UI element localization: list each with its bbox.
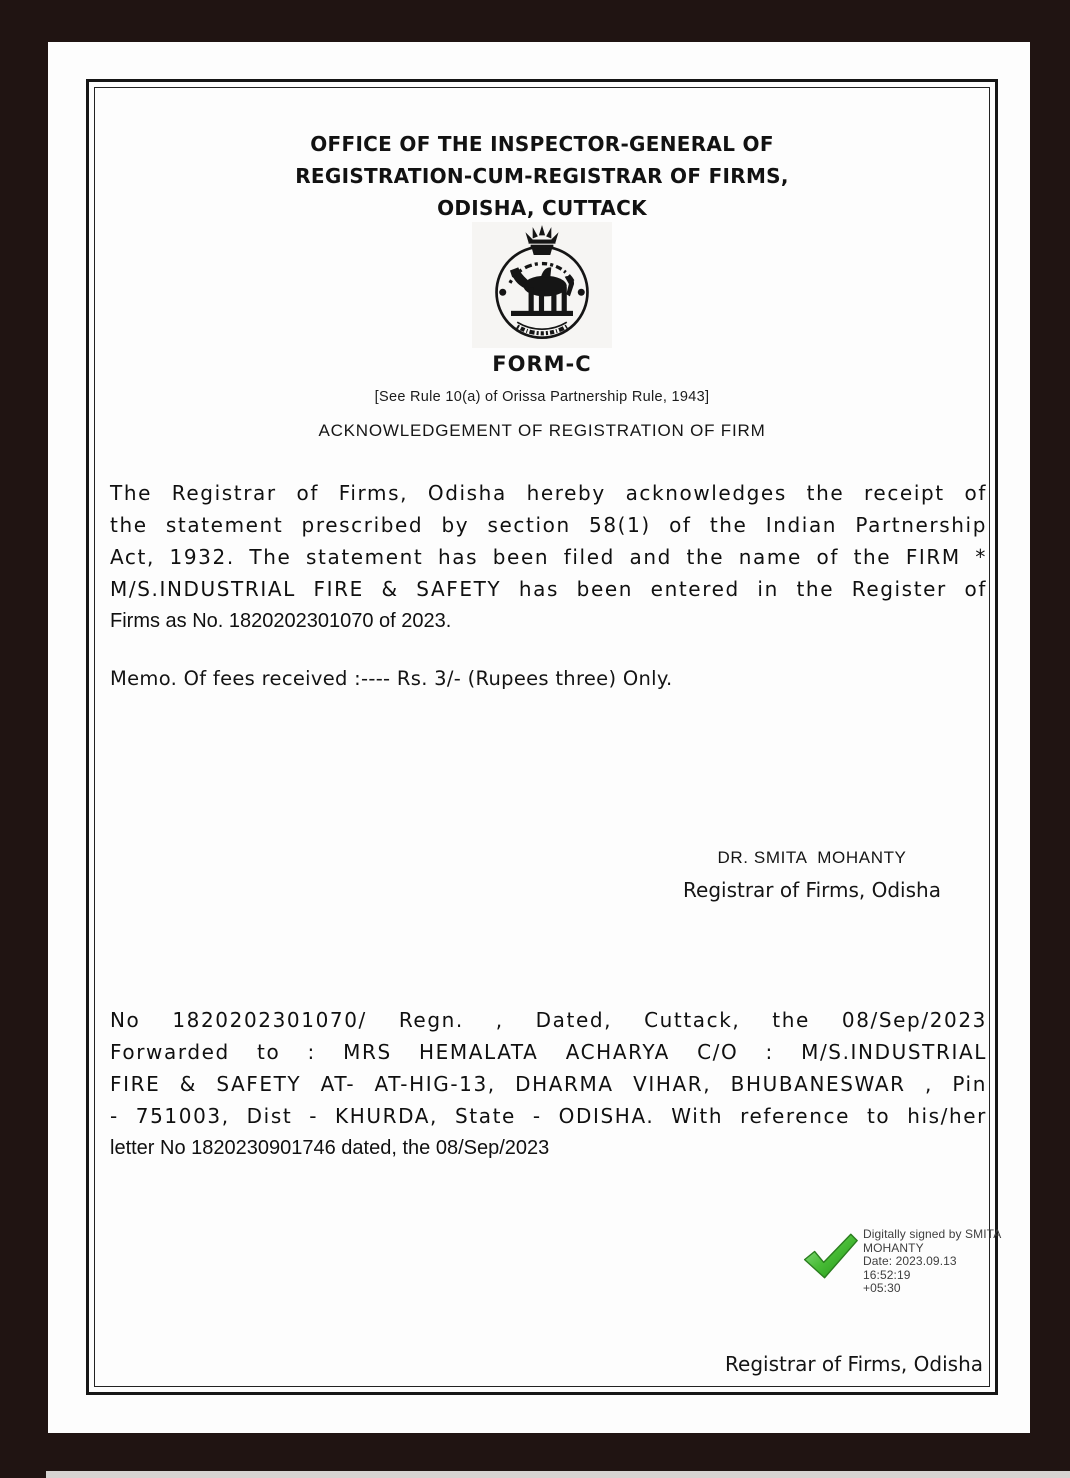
forwarding-line: Forwarded to : MRS HEMALATA ACHARYA C/O : M/S.INDUSTRIAL xyxy=(110,1040,987,1064)
acknowledgement-paragraph xyxy=(110,477,987,637)
signatory-block xyxy=(662,848,962,902)
scan-edge-strip xyxy=(46,1471,1070,1478)
body-line: Act, 1932. The statement has been filed and the name of the FIRM * xyxy=(110,545,987,569)
digital-signature-line: Digitally signed by SMITA xyxy=(863,1227,1002,1241)
digital-signature-line: MOHANTY xyxy=(863,1240,924,1255)
office-header-line: REGISTRATION-CUM-REGISTRAR OF FIRMS, xyxy=(295,164,789,188)
form-title: FORM-C xyxy=(492,352,592,376)
office-header xyxy=(89,128,995,224)
fees-memo: Memo. Of fees received :---- Rs. 3/- (Rupees three) Only. xyxy=(110,667,673,690)
forwarding-line: letter No 1820230901746 dated, the 08/Sep/2023 xyxy=(110,1137,550,1159)
office-header-line: OFFICE OF THE INSPECTOR-GENERAL OF xyxy=(310,132,774,156)
certificate-outer-border xyxy=(86,79,1002,1395)
office-header-line: ODISHA, CUTTACK xyxy=(437,196,647,220)
certificate-content xyxy=(89,82,1002,1392)
forwarding-line: No 1820202301070/ Regn. , Dated, Cuttack, the 08/Sep/2023 xyxy=(110,1008,987,1032)
odisha-state-emblem-icon xyxy=(472,222,612,348)
digital-signature-line: +05:30 xyxy=(863,1281,901,1295)
body-line: The Registrar of Firms, Odisha hereby acknowledges the receipt of xyxy=(110,481,987,505)
green-check-icon xyxy=(801,1232,859,1285)
bottom-signature-title: Registrar of Firms, Odisha xyxy=(725,1352,983,1376)
body-line: the statement prescribed by section 58(1) of the Indian Partnership xyxy=(110,513,987,537)
digital-signature-line: Date: 2023.09.13 16:52:19 xyxy=(863,1254,957,1282)
signatory-name: DR. SMITA MOHANTY xyxy=(717,848,907,867)
form-subtitle: ACKNOWLEDGEMENT OF REGISTRATION OF FIRM xyxy=(318,421,766,440)
forwarding-line: - 751003, Dist - KHURDA, State - ODISHA. With reference to his/her xyxy=(110,1104,987,1128)
forwarding-line: FIRE & SAFETY AT- AT-HIG-13, DHARMA VIHAR, BHUBANESWAR , Pin xyxy=(110,1072,987,1096)
forwarding-paragraph xyxy=(110,1004,987,1164)
document-page xyxy=(48,42,1030,1433)
digital-signature-text xyxy=(863,1228,1003,1296)
body-line: M/S.INDUSTRIAL FIRE & SAFETY has been entered in the Register of xyxy=(110,577,987,601)
signatory-designation: Registrar of Firms, Odisha xyxy=(683,878,941,902)
digital-signature-block xyxy=(801,1228,1003,1296)
body-line: Firms as No. 1820202301070 of 2023. xyxy=(110,610,452,632)
form-rule-reference: [See Rule 10(a) of Orissa Partnership Rule, 1943] xyxy=(374,389,710,405)
